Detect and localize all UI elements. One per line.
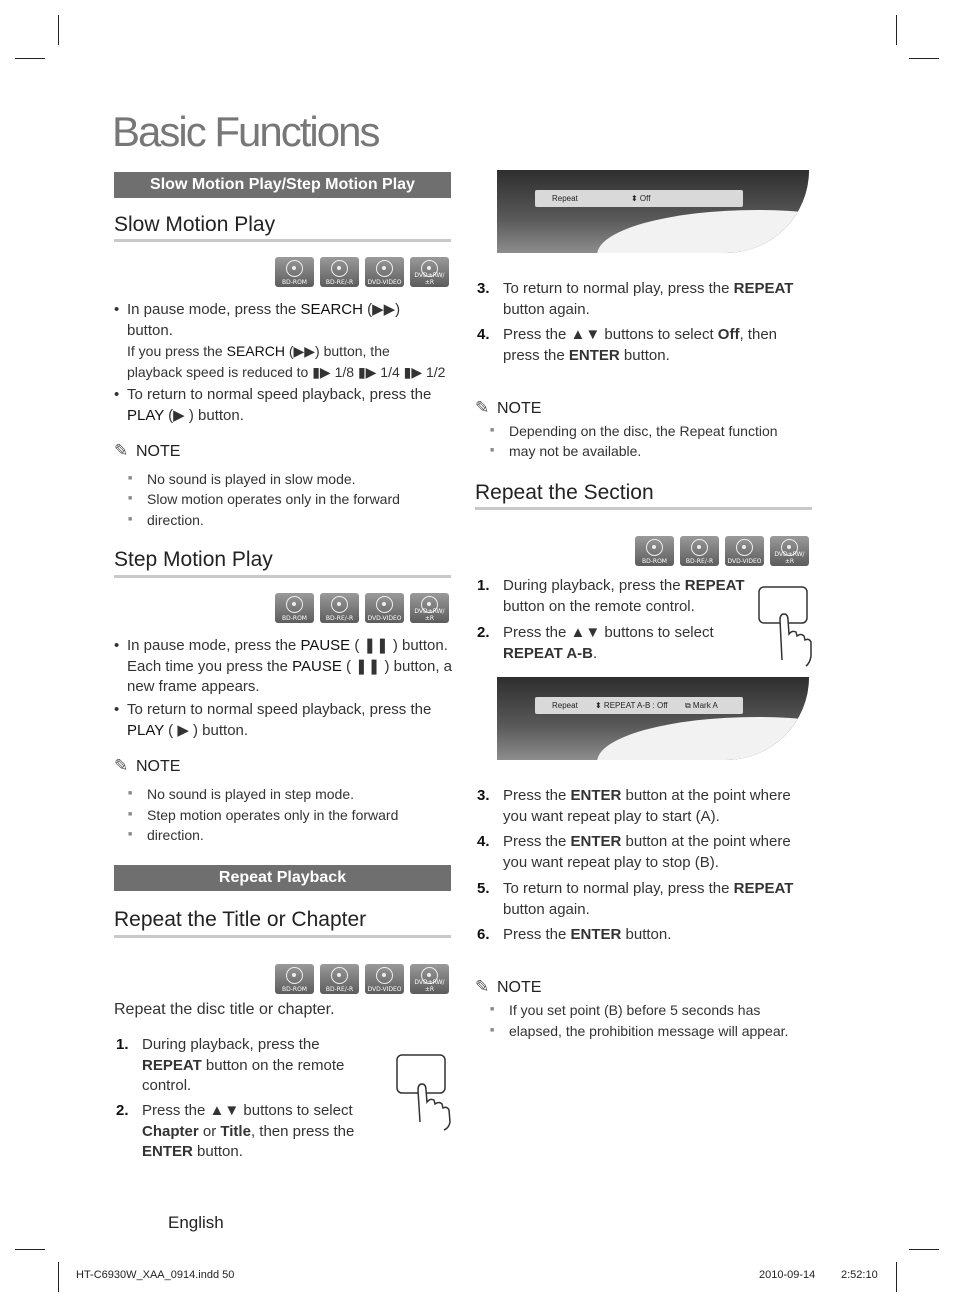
repeat-step-4: 4. Press the ▲▼ buttons to select Off, then press the ENTER button. <box>477 326 777 364</box>
bd-re-icon: BD-RE/-R <box>320 964 359 994</box>
step-note-2-cont: ■ direction. <box>147 825 204 846</box>
repeat-note-1-cont: ■ may not be available. <box>509 441 641 462</box>
crop-mark <box>909 58 939 59</box>
heading-slow-motion: Slow Motion Play <box>114 213 276 236</box>
dvd-video-icon: DVD-VIDEO <box>365 964 404 994</box>
repeat-note-title: ✎ NOTE <box>475 398 542 417</box>
dvd-video-icon: DVD-VIDEO <box>365 593 404 623</box>
bd-rom-icon: BD-ROM <box>275 257 314 287</box>
heading-rule <box>114 575 451 578</box>
bd-re-icon: BD-RE/-R <box>320 593 359 623</box>
title-step-1: 1. During playback, press the REPEAT button on the remote control. <box>116 1036 345 1094</box>
crop-mark <box>909 1249 939 1250</box>
section-step-6: 6. Press the ENTER button. <box>477 926 672 943</box>
bd-rom-icon: BD-ROM <box>275 593 314 623</box>
disc-icons <box>275 593 449 623</box>
slow-bullet-2: • To return to normal speed playback, press the PLAY (▶ ) button. <box>127 385 457 426</box>
repeat-ab-osd-screen <box>497 677 809 760</box>
step-note-1: ■ No sound is played in step mode. <box>147 784 354 805</box>
slug-date: 2010-09-14 <box>759 1269 816 1281</box>
section-note-1: ■ If you set point (B) before 5 seconds has <box>509 1000 760 1021</box>
bd-re-icon: BD-RE/-R <box>680 536 719 566</box>
section-bar-repeat: Repeat Playback <box>114 865 451 891</box>
crop-mark <box>15 58 45 59</box>
step-note-2: ■ Step motion operates only in the forward <box>147 805 398 826</box>
step-bullet-1: • In pause mode, press the PAUSE ( ❚❚ ) button. Each time you press the PAUSE ( ❚❚ ) button, a new frame appears. <box>127 636 457 698</box>
crop-mark <box>58 15 59 45</box>
section-step-4: 4. Press the ENTER button at the point where you want repeat play to stop (B). <box>477 833 791 871</box>
slug-file: HT-C6930W_XAA_0914.indd 50 <box>76 1269 235 1281</box>
section-note-1-cont: ■ elapsed, the prohibition message will appear. <box>509 1021 788 1042</box>
dvd-rw-icon: DVD±RW/±R <box>410 257 449 287</box>
slow-subnote: If you press the SEARCH (▶▶) button, the playback speed is reduced to ▮▶ 1/8 ▮▶ 1/4 ▮▶ 1/2 <box>127 343 446 380</box>
pencil-icon: ✎ <box>475 977 490 996</box>
dvd-rw-icon: DVD±RW/±R <box>410 964 449 994</box>
title-step-2: 2. Press the ▲▼ buttons to select Chapter or Title, then press the ENTER button. <box>116 1102 355 1160</box>
pencil-icon: ✎ <box>114 756 129 775</box>
section-step-5: 5. To return to normal play, press the REPEAT button again. <box>477 880 794 918</box>
slow-note-2-cont: ■ direction. <box>147 510 204 531</box>
disc-icons <box>635 536 809 566</box>
slow-note-1: ■ No sound is played in slow mode. <box>147 469 356 490</box>
pencil-icon: ✎ <box>475 398 490 417</box>
heading-repeat-section: Repeat the Section <box>475 481 654 504</box>
repeat-title-intro: Repeat the disc title or chapter. <box>114 1001 335 1018</box>
osd-bar: Repeat ⬍ Off <box>535 190 743 207</box>
section-step-1: 1. During playback, press the REPEAT button on the remote control. <box>477 577 745 615</box>
section-note-title: ✎ NOTE <box>475 977 542 996</box>
crop-mark <box>58 1262 59 1292</box>
remote-hand-icon <box>394 1052 454 1132</box>
section-bar-slow-step: Slow Motion Play/Step Motion Play <box>114 172 451 198</box>
section-step-3: 3. Press the ENTER button at the point where you want repeat play to start (A). <box>477 787 791 825</box>
section-step-2: 2. Press the ▲▼ buttons to select REPEAT A-B. <box>477 624 714 662</box>
repeat-osd-screen <box>497 170 809 253</box>
heading-rule <box>114 935 451 938</box>
page-title: Basic Functions <box>112 108 379 155</box>
dvd-video-icon: DVD-VIDEO <box>725 536 764 566</box>
crop-mark <box>896 1262 897 1292</box>
heading-step-motion: Step Motion Play <box>114 548 273 571</box>
bd-rom-icon: BD-ROM <box>275 964 314 994</box>
heading-rule <box>114 239 451 242</box>
osd-bar: Repeat ⬍ REPEAT A-B : Off ⧉ Mark A <box>535 697 743 714</box>
slow-bullet-1: • In pause mode, press the SEARCH (▶▶) button. <box>127 300 457 341</box>
step-bullet-2: • To return to normal speed playback, press the PLAY ( ▶ ) button. <box>127 700 457 741</box>
dvd-rw-icon: DVD±RW/±R <box>770 536 809 566</box>
slug-time: 2:52:10 <box>841 1269 878 1281</box>
heading-repeat-title: Repeat the Title or Chapter <box>114 908 367 931</box>
footer-language: English <box>168 1213 224 1232</box>
bd-rom-icon: BD-ROM <box>635 536 674 566</box>
slow-note-title: ✎ NOTE <box>114 441 181 460</box>
repeat-note-1: ■ Depending on the disc, the Repeat function <box>509 421 778 442</box>
crop-mark <box>15 1249 45 1250</box>
disc-icons <box>275 964 449 994</box>
remote-hand-icon <box>756 584 816 668</box>
bd-re-icon: BD-RE/-R <box>320 257 359 287</box>
dvd-video-icon: DVD-VIDEO <box>365 257 404 287</box>
pencil-icon: ✎ <box>114 441 129 460</box>
disc-icons <box>275 257 449 287</box>
dvd-rw-icon: DVD±RW/±R <box>410 593 449 623</box>
heading-rule <box>475 507 812 510</box>
step-note-title: ✎ NOTE <box>114 756 181 775</box>
repeat-step-3: 3. To return to normal play, press the REPEAT button again. <box>477 280 794 318</box>
crop-mark <box>896 15 897 45</box>
slow-note-2: ■ Slow motion operates only in the forward <box>147 489 400 510</box>
